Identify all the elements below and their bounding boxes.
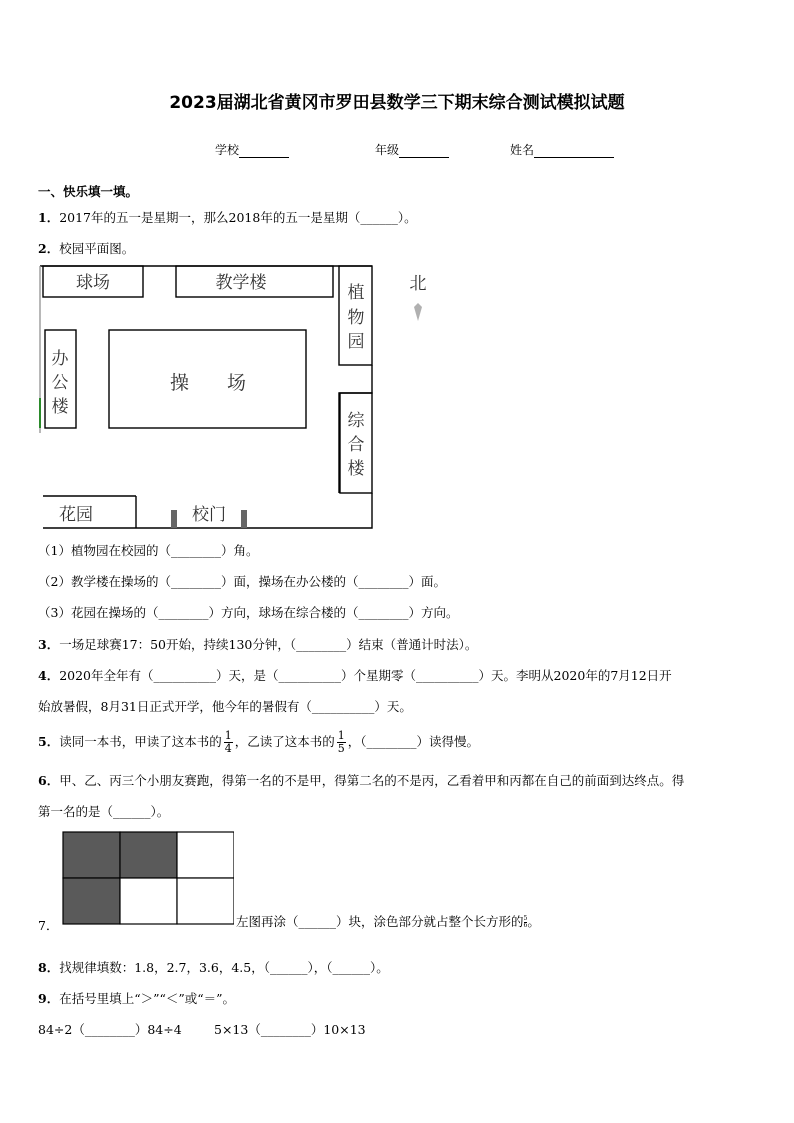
q2-number: 2． xyxy=(38,241,60,256)
map-label-garden: 花园 xyxy=(59,505,93,525)
north-arrow-icon xyxy=(414,303,422,321)
map-label-botanical-2: 物 xyxy=(347,308,365,328)
q8-number: 8． xyxy=(38,960,60,975)
grid-cell xyxy=(120,832,177,878)
map-label-botanical-1: 植 xyxy=(347,283,365,303)
grid-cell xyxy=(120,878,177,924)
question-1 xyxy=(38,208,417,226)
grid-cell xyxy=(63,878,120,924)
question-7 xyxy=(236,910,540,934)
gate-post-right xyxy=(241,510,247,528)
school-label: 学校 xyxy=(215,143,240,157)
q5-f1-num: 1 xyxy=(224,729,232,742)
question-4 xyxy=(38,666,672,684)
q7-f-num: 5 xyxy=(523,915,528,922)
q6-line-2: 第一名的是（______）。 xyxy=(38,804,170,819)
grade-blank[interactable] xyxy=(399,145,449,158)
q4-number: 4． xyxy=(38,668,60,683)
q2-sub-1: （1）植物园在校园的（________）角。 xyxy=(38,543,259,558)
campus-map-drawing xyxy=(38,263,428,533)
q8-text: 找规律填数：1.8，2.7，3.6，4.5，（______），（______）。 xyxy=(59,960,389,975)
name-field xyxy=(510,141,614,158)
q1-number: 1． xyxy=(38,210,60,225)
page-title: 2023届湖北省黄冈市罗田县数学三下期末综合测试模拟试题 xyxy=(169,93,625,113)
question-9 xyxy=(38,989,235,1007)
q2-text: 校园平面图。 xyxy=(59,241,135,256)
q7-f-den: 6 xyxy=(523,922,528,929)
q5-part-1: 读同一本书，甲读了这本书的 xyxy=(59,734,222,749)
map-label-office-3: 楼 xyxy=(51,397,69,417)
map-label-gate: 校门 xyxy=(192,505,226,525)
map-label-complex-3: 楼 xyxy=(347,459,365,479)
q5-f2-den: 5 xyxy=(337,742,345,755)
q2-sub-2: （2）教学楼在操场的（________）面，操场在办公楼的（________）面。 xyxy=(38,574,446,589)
q7-end: 。 xyxy=(527,914,540,929)
q9-expr-2: 5×13（________）10×13 xyxy=(214,1022,366,1037)
q7-grid-drawing xyxy=(62,831,234,925)
q5-part-2: ，乙读了这本书的 xyxy=(234,734,335,749)
q5-fraction-2 xyxy=(337,730,346,755)
q4-line-1: 2020年全年有（__________）天，是（__________）个星期零（__________）天。李明从2020年的7月12日开 xyxy=(59,668,672,683)
q5-f1-den: 4 xyxy=(224,742,232,755)
map-label-botanical-3: 园 xyxy=(347,332,365,352)
name-blank[interactable] xyxy=(534,145,614,158)
q7-grid xyxy=(62,831,234,925)
q6-line-1: 甲、乙、丙三个小朋友赛跑，得第一名的不是甲，得第二名的不是丙，乙看着甲和丙都在自己的前面到达终点。得 xyxy=(59,773,685,788)
gate-post-left xyxy=(171,510,177,528)
map-label-north: 北 xyxy=(409,274,427,294)
map-label-office-2: 公 xyxy=(51,373,69,393)
grid-cell xyxy=(63,832,120,878)
school-blank[interactable] xyxy=(239,145,289,158)
map-label-ballfield: 球场 xyxy=(76,273,110,293)
map-label-complex-1: 综 xyxy=(347,411,365,431)
map-label-office-1: 办 xyxy=(51,349,69,369)
grade-label: 年级 xyxy=(375,143,400,157)
q9-expr-1: 84÷2（________）84÷4 xyxy=(38,1022,182,1037)
question-5 xyxy=(38,722,479,762)
campus-map xyxy=(38,263,428,533)
q9-number: 9． xyxy=(38,991,60,1006)
q7-text: 左图再涂（______）块，涂色部分就占整个长方形的 xyxy=(236,914,524,929)
q5-part-3: ，（________）读得慢。 xyxy=(347,734,479,749)
name-label: 姓名 xyxy=(510,143,535,157)
q5-fraction-1 xyxy=(224,730,233,755)
question-8 xyxy=(38,958,389,976)
q2-sub-3: （3）花园在操场的（________）方向，球场在综合楼的（________）方向。 xyxy=(38,605,459,620)
map-label-teaching: 教学楼 xyxy=(215,273,267,293)
map-label-playground: 操 场 xyxy=(169,372,247,394)
grid-cell xyxy=(177,878,234,924)
q3-number: 3． xyxy=(38,637,60,652)
question-3 xyxy=(38,635,477,653)
q1-text: 2017年的五一是星期一，那么2018年的五一是星期（______）。 xyxy=(59,210,417,225)
section-heading: 一、快乐填一填。 xyxy=(38,184,139,199)
grid-cell xyxy=(177,832,234,878)
q7-number: 7． xyxy=(38,918,59,933)
grade-field xyxy=(375,141,449,158)
q5-number: 5． xyxy=(38,734,60,749)
school-field xyxy=(215,141,289,158)
q3-text: 一场足球赛17：50开始，持续130分钟，（________）结束（普通计时法）。 xyxy=(59,637,478,652)
map-label-complex-2: 合 xyxy=(347,435,365,455)
question-6 xyxy=(38,771,684,789)
q4-line-2: 始放暑假，8月31日正式开学，他今年的暑假有（__________）天。 xyxy=(38,699,412,714)
question-2 xyxy=(38,239,134,257)
q9-text: 在括号里填上“＞”“＜”或“＝”。 xyxy=(59,991,236,1006)
q5-f2-num: 1 xyxy=(337,729,345,742)
q6-number: 6． xyxy=(38,773,60,788)
